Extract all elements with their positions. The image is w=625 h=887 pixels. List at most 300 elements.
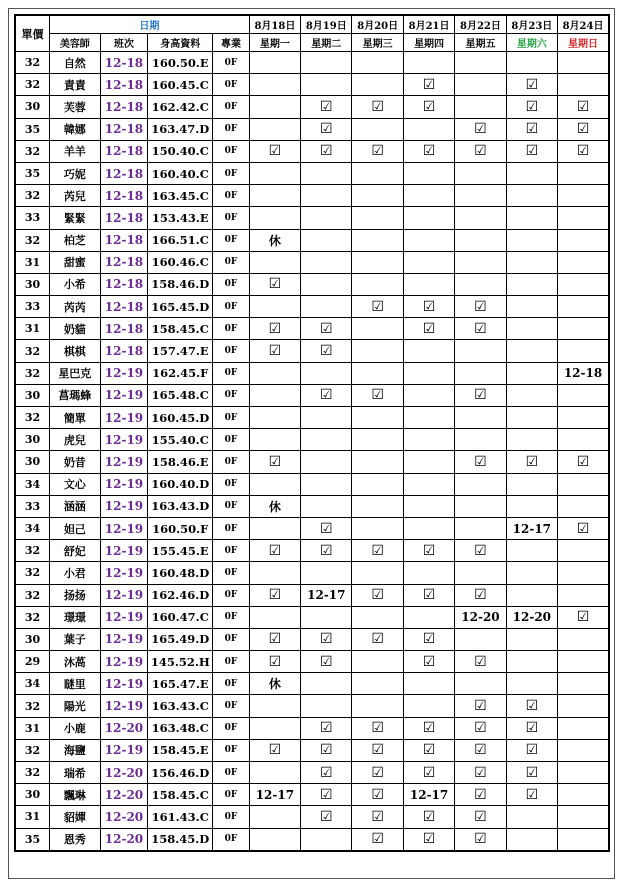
checkbox-checked-icon: ☑ (455, 318, 506, 340)
checkbox-checked-icon: ☑ (455, 717, 506, 739)
checkbox-checked-icon: ☑ (455, 828, 506, 851)
empty-day-cell (558, 651, 609, 673)
checkbox-checked-icon: ☑ (352, 296, 403, 318)
empty-day-cell (352, 162, 403, 184)
checkbox-checked-icon: ☑ (249, 739, 300, 761)
empty-day-cell (301, 52, 352, 74)
height-data-cell: 166.51.C (148, 229, 213, 251)
empty-day-cell (455, 562, 506, 584)
date-header: 8月19日 (301, 15, 352, 34)
shift-cell: 12-18 (100, 162, 148, 184)
height-data-cell: 165.47.E (148, 673, 213, 695)
day-note-cell: 休 (249, 229, 300, 251)
height-data-cell: 160.48.D (148, 562, 213, 584)
height-data-cell: 145.52.H (148, 651, 213, 673)
stylist-name-cell: 芮兒 (49, 185, 100, 207)
column-header-height: 身高資料 (148, 34, 213, 52)
empty-day-cell (352, 429, 403, 451)
empty-day-cell (558, 628, 609, 650)
checkbox-checked-icon: ☑ (301, 96, 352, 118)
empty-day-cell (403, 429, 454, 451)
empty-day-cell (558, 162, 609, 184)
price-cell: 32 (15, 695, 49, 717)
day-note-cell: 12-17 (506, 517, 557, 539)
price-cell: 32 (15, 407, 49, 429)
empty-day-cell (249, 762, 300, 784)
height-data-cell: 165.48.C (148, 384, 213, 406)
empty-day-cell (506, 806, 557, 828)
empty-day-cell (301, 828, 352, 851)
empty-day-cell (455, 207, 506, 229)
table-row (15, 451, 609, 473)
checkbox-checked-icon: ☑ (301, 806, 352, 828)
empty-day-cell (249, 606, 300, 628)
stylist-name-cell: 貂嬋 (49, 806, 100, 828)
checkbox-checked-icon: ☑ (506, 717, 557, 739)
date-header: 8月21日 (403, 15, 454, 34)
height-data-cell: 158.45.C (148, 784, 213, 806)
empty-day-cell (455, 162, 506, 184)
empty-day-cell (249, 828, 300, 851)
checkbox-checked-icon: ☑ (249, 540, 300, 562)
day-note-cell: 12-17 (403, 784, 454, 806)
table-row (15, 229, 609, 251)
checkbox-checked-icon: ☑ (249, 140, 300, 162)
specialty-cell: 0F (213, 407, 250, 429)
empty-day-cell (455, 96, 506, 118)
table-row (15, 162, 609, 184)
specialty-cell: 0F (213, 429, 250, 451)
empty-day-cell (301, 296, 352, 318)
column-header-stylist: 美容師 (49, 34, 100, 52)
checkbox-checked-icon: ☑ (403, 828, 454, 851)
shift-cell: 12-18 (100, 207, 148, 229)
height-data-cell: 163.45.C (148, 185, 213, 207)
empty-day-cell (558, 207, 609, 229)
empty-day-cell (352, 340, 403, 362)
empty-day-cell (506, 384, 557, 406)
empty-day-cell (301, 606, 352, 628)
height-data-cell: 162.45.F (148, 362, 213, 384)
checkbox-checked-icon: ☑ (506, 118, 557, 140)
checkbox-checked-icon: ☑ (249, 451, 300, 473)
empty-day-cell (403, 229, 454, 251)
shift-cell: 12-20 (100, 762, 148, 784)
table-row (15, 96, 609, 118)
height-data-cell: 158.45.D (148, 828, 213, 851)
checkbox-checked-icon: ☑ (301, 540, 352, 562)
empty-day-cell (352, 52, 403, 74)
height-data-cell: 165.49.D (148, 628, 213, 650)
empty-day-cell (301, 407, 352, 429)
empty-day-cell (455, 628, 506, 650)
shift-cell: 12-19 (100, 651, 148, 673)
empty-day-cell (455, 273, 506, 295)
empty-day-cell (352, 473, 403, 495)
empty-day-cell (403, 695, 454, 717)
table-row (15, 517, 609, 539)
stylist-name-cell: 奶貓 (49, 318, 100, 340)
shift-cell: 12-19 (100, 562, 148, 584)
specialty-cell: 0F (213, 739, 250, 761)
empty-day-cell (249, 407, 300, 429)
height-data-cell: 160.45.C (148, 74, 213, 96)
table-row (15, 584, 609, 606)
checkbox-checked-icon: ☑ (301, 318, 352, 340)
shift-cell: 12-18 (100, 74, 148, 96)
date-header: 8月20日 (352, 15, 403, 34)
height-data-cell: 160.47.C (148, 606, 213, 628)
empty-day-cell (506, 828, 557, 851)
price-cell: 32 (15, 52, 49, 74)
checkbox-checked-icon: ☑ (249, 273, 300, 295)
empty-day-cell (249, 185, 300, 207)
specialty-cell: 0F (213, 340, 250, 362)
checkbox-checked-icon: ☑ (506, 451, 557, 473)
empty-day-cell (249, 384, 300, 406)
day-note-cell: 12-20 (506, 606, 557, 628)
empty-day-cell (558, 74, 609, 96)
weekday-header: 星期三 (352, 34, 403, 52)
shift-cell: 12-20 (100, 784, 148, 806)
empty-day-cell (506, 251, 557, 273)
empty-day-cell (455, 52, 506, 74)
stylist-name-cell: 飄琳 (49, 784, 100, 806)
empty-day-cell (301, 695, 352, 717)
price-cell: 32 (15, 739, 49, 761)
schedule-sheet (8, 8, 615, 879)
stylist-name-cell: 海鹽 (49, 739, 100, 761)
checkbox-checked-icon: ☑ (403, 584, 454, 606)
checkbox-checked-icon: ☑ (403, 806, 454, 828)
stylist-name-cell: 文心 (49, 473, 100, 495)
empty-day-cell (301, 229, 352, 251)
height-data-cell: 158.45.C (148, 318, 213, 340)
empty-day-cell (455, 229, 506, 251)
shift-cell: 12-19 (100, 673, 148, 695)
price-cell: 30 (15, 628, 49, 650)
checkbox-checked-icon: ☑ (455, 540, 506, 562)
checkbox-checked-icon: ☑ (352, 762, 403, 784)
checkbox-checked-icon: ☑ (301, 140, 352, 162)
specialty-cell: 0F (213, 562, 250, 584)
table-row (15, 473, 609, 495)
empty-day-cell (455, 74, 506, 96)
empty-day-cell (249, 52, 300, 74)
table-row (15, 762, 609, 784)
checkbox-checked-icon: ☑ (403, 540, 454, 562)
empty-day-cell (249, 74, 300, 96)
stylist-name-cell: 責責 (49, 74, 100, 96)
price-cell: 31 (15, 318, 49, 340)
height-data-cell: 163.43.C (148, 695, 213, 717)
empty-day-cell (558, 739, 609, 761)
stylist-name-cell: 瑞希 (49, 762, 100, 784)
day-note-cell: 12-20 (455, 606, 506, 628)
shift-cell: 12-20 (100, 717, 148, 739)
checkbox-checked-icon: ☑ (455, 451, 506, 473)
shift-cell: 12-18 (100, 340, 148, 362)
specialty-cell: 0F (213, 784, 250, 806)
empty-day-cell (455, 251, 506, 273)
height-data-cell: 161.43.C (148, 806, 213, 828)
empty-day-cell (506, 562, 557, 584)
weekday-header: 星期二 (301, 34, 352, 52)
stylist-name-cell: 沐萵 (49, 651, 100, 673)
empty-day-cell (403, 384, 454, 406)
shift-cell: 12-18 (100, 52, 148, 74)
day-note-cell: 12-17 (301, 584, 352, 606)
empty-day-cell (558, 429, 609, 451)
empty-day-cell (506, 340, 557, 362)
stylist-name-cell: 巧妮 (49, 162, 100, 184)
specialty-cell: 0F (213, 717, 250, 739)
price-cell: 34 (15, 673, 49, 695)
checkbox-checked-icon: ☑ (403, 296, 454, 318)
specialty-cell: 0F (213, 318, 250, 340)
table-row (15, 273, 609, 295)
checkbox-checked-icon: ☑ (455, 739, 506, 761)
stylist-name-cell: 陽光 (49, 695, 100, 717)
height-data-cell: 160.46.C (148, 251, 213, 273)
table-row (15, 318, 609, 340)
checkbox-checked-icon: ☑ (352, 96, 403, 118)
stylist-name-cell: 涵涵 (49, 495, 100, 517)
empty-day-cell (352, 207, 403, 229)
stylist-name-cell: 簡單 (49, 407, 100, 429)
checkbox-checked-icon: ☑ (352, 739, 403, 761)
table-row (15, 407, 609, 429)
specialty-cell: 0F (213, 451, 250, 473)
empty-day-cell (558, 495, 609, 517)
table-row (15, 118, 609, 140)
empty-day-cell (352, 451, 403, 473)
empty-day-cell (352, 495, 403, 517)
empty-day-cell (455, 407, 506, 429)
empty-day-cell (249, 473, 300, 495)
empty-day-cell (558, 695, 609, 717)
checkbox-checked-icon: ☑ (455, 118, 506, 140)
checkbox-checked-icon: ☑ (352, 717, 403, 739)
empty-day-cell (558, 229, 609, 251)
price-cell: 31 (15, 251, 49, 273)
checkbox-checked-icon: ☑ (455, 784, 506, 806)
checkbox-checked-icon: ☑ (506, 762, 557, 784)
empty-day-cell (403, 451, 454, 473)
height-data-cell: 163.47.D (148, 118, 213, 140)
price-cell: 32 (15, 762, 49, 784)
day-note-cell: 休 (249, 495, 300, 517)
weekday-header: 星期四 (403, 34, 454, 52)
day-note-cell: 12-18 (558, 362, 609, 384)
stylist-name-cell: 舒妃 (49, 540, 100, 562)
specialty-cell: 0F (213, 540, 250, 562)
empty-day-cell (352, 318, 403, 340)
specialty-cell: 0F (213, 185, 250, 207)
empty-day-cell (506, 318, 557, 340)
empty-day-cell (301, 473, 352, 495)
stylist-name-cell: 小君 (49, 562, 100, 584)
checkbox-checked-icon: ☑ (403, 762, 454, 784)
empty-day-cell (455, 473, 506, 495)
stylist-name-cell: 恩秀 (49, 828, 100, 851)
empty-day-cell (352, 517, 403, 539)
empty-day-cell (249, 362, 300, 384)
empty-day-cell (403, 162, 454, 184)
checkbox-checked-icon: ☑ (455, 296, 506, 318)
shift-cell: 12-19 (100, 451, 148, 473)
shift-cell: 12-18 (100, 185, 148, 207)
empty-day-cell (249, 162, 300, 184)
price-cell: 30 (15, 451, 49, 473)
specialty-cell: 0F (213, 606, 250, 628)
empty-day-cell (455, 429, 506, 451)
checkbox-checked-icon: ☑ (506, 140, 557, 162)
empty-day-cell (403, 407, 454, 429)
schedule-table (14, 14, 610, 852)
shift-cell: 12-19 (100, 584, 148, 606)
height-data-cell: 158.45.E (148, 739, 213, 761)
empty-day-cell (352, 74, 403, 96)
height-data-cell: 160.50.F (148, 517, 213, 539)
shift-cell: 12-18 (100, 96, 148, 118)
price-cell: 35 (15, 118, 49, 140)
price-cell: 33 (15, 207, 49, 229)
checkbox-checked-icon: ☑ (249, 628, 300, 650)
price-cell: 32 (15, 74, 49, 96)
table-row (15, 340, 609, 362)
price-cell: 30 (15, 429, 49, 451)
specialty-cell: 0F (213, 584, 250, 606)
checkbox-checked-icon: ☑ (455, 140, 506, 162)
price-cell: 35 (15, 828, 49, 851)
empty-day-cell (403, 495, 454, 517)
empty-day-cell (352, 362, 403, 384)
table-row (15, 362, 609, 384)
specialty-cell: 0F (213, 362, 250, 384)
shift-cell: 12-18 (100, 273, 148, 295)
empty-day-cell (301, 362, 352, 384)
empty-day-cell (249, 806, 300, 828)
weekday-header: 星期五 (455, 34, 506, 52)
checkbox-checked-icon: ☑ (506, 695, 557, 717)
table-row (15, 540, 609, 562)
stylist-name-cell: 小鹿 (49, 717, 100, 739)
price-cell: 33 (15, 296, 49, 318)
checkbox-checked-icon: ☑ (558, 517, 609, 539)
checkbox-checked-icon: ☑ (403, 96, 454, 118)
specialty-cell: 0F (213, 806, 250, 828)
specialty-cell: 0F (213, 495, 250, 517)
price-cell: 32 (15, 140, 49, 162)
specialty-cell: 0F (213, 229, 250, 251)
price-cell: 30 (15, 273, 49, 295)
empty-day-cell (403, 362, 454, 384)
specialty-cell: 0F (213, 628, 250, 650)
empty-day-cell (352, 407, 403, 429)
price-cell: 30 (15, 96, 49, 118)
stylist-name-cell: 璟璟 (49, 606, 100, 628)
empty-day-cell (249, 717, 300, 739)
table-row (15, 606, 609, 628)
height-data-cell: 155.40.C (148, 429, 213, 451)
checkbox-checked-icon: ☑ (249, 340, 300, 362)
date-header: 8月23日 (506, 15, 557, 34)
empty-day-cell (558, 762, 609, 784)
checkbox-checked-icon: ☑ (403, 318, 454, 340)
empty-day-cell (558, 584, 609, 606)
shift-cell: 12-20 (100, 828, 148, 851)
empty-day-cell (558, 251, 609, 273)
checkbox-checked-icon: ☑ (506, 784, 557, 806)
checkbox-checked-icon: ☑ (455, 384, 506, 406)
weekday-header-sunday: 星期日 (558, 34, 609, 52)
checkbox-checked-icon: ☑ (301, 340, 352, 362)
empty-day-cell (506, 296, 557, 318)
height-data-cell: 158.46.E (148, 451, 213, 473)
checkbox-checked-icon: ☑ (301, 517, 352, 539)
column-header-shift: 班次 (100, 34, 148, 52)
empty-day-cell (506, 273, 557, 295)
empty-day-cell (301, 562, 352, 584)
checkbox-checked-icon: ☑ (506, 74, 557, 96)
empty-day-cell (558, 318, 609, 340)
checkbox-checked-icon: ☑ (455, 806, 506, 828)
stylist-name-cell: 葉子 (49, 628, 100, 650)
stylist-name-cell: 扬扬 (49, 584, 100, 606)
height-data-cell: 150.40.C (148, 140, 213, 162)
specialty-cell: 0F (213, 762, 250, 784)
shift-cell: 12-18 (100, 251, 148, 273)
height-data-cell: 160.40.D (148, 473, 213, 495)
empty-day-cell (352, 251, 403, 273)
empty-day-cell (249, 118, 300, 140)
specialty-cell: 0F (213, 673, 250, 695)
height-data-cell: 160.40.C (148, 162, 213, 184)
empty-day-cell (352, 673, 403, 695)
height-data-cell: 158.46.D (148, 273, 213, 295)
empty-day-cell (455, 185, 506, 207)
empty-day-cell (558, 407, 609, 429)
price-cell: 34 (15, 517, 49, 539)
table-row (15, 185, 609, 207)
checkbox-checked-icon: ☑ (249, 651, 300, 673)
table-row (15, 495, 609, 517)
empty-day-cell (403, 606, 454, 628)
specialty-cell: 0F (213, 517, 250, 539)
checkbox-checked-icon: ☑ (558, 140, 609, 162)
table-row (15, 651, 609, 673)
price-cell: 31 (15, 717, 49, 739)
shift-cell: 12-19 (100, 739, 148, 761)
empty-day-cell (506, 584, 557, 606)
empty-day-cell (455, 517, 506, 539)
height-data-cell: 163.43.D (148, 495, 213, 517)
table-row (15, 251, 609, 273)
checkbox-checked-icon: ☑ (455, 651, 506, 673)
empty-day-cell (301, 207, 352, 229)
checkbox-checked-icon: ☑ (352, 140, 403, 162)
checkbox-checked-icon: ☑ (403, 628, 454, 650)
empty-day-cell (403, 340, 454, 362)
empty-day-cell (352, 118, 403, 140)
stylist-name-cell: 羊羊 (49, 140, 100, 162)
day-note-cell: 12-17 (249, 784, 300, 806)
price-cell: 32 (15, 606, 49, 628)
shift-cell: 12-18 (100, 229, 148, 251)
shift-cell: 12-19 (100, 362, 148, 384)
shift-cell: 12-19 (100, 384, 148, 406)
